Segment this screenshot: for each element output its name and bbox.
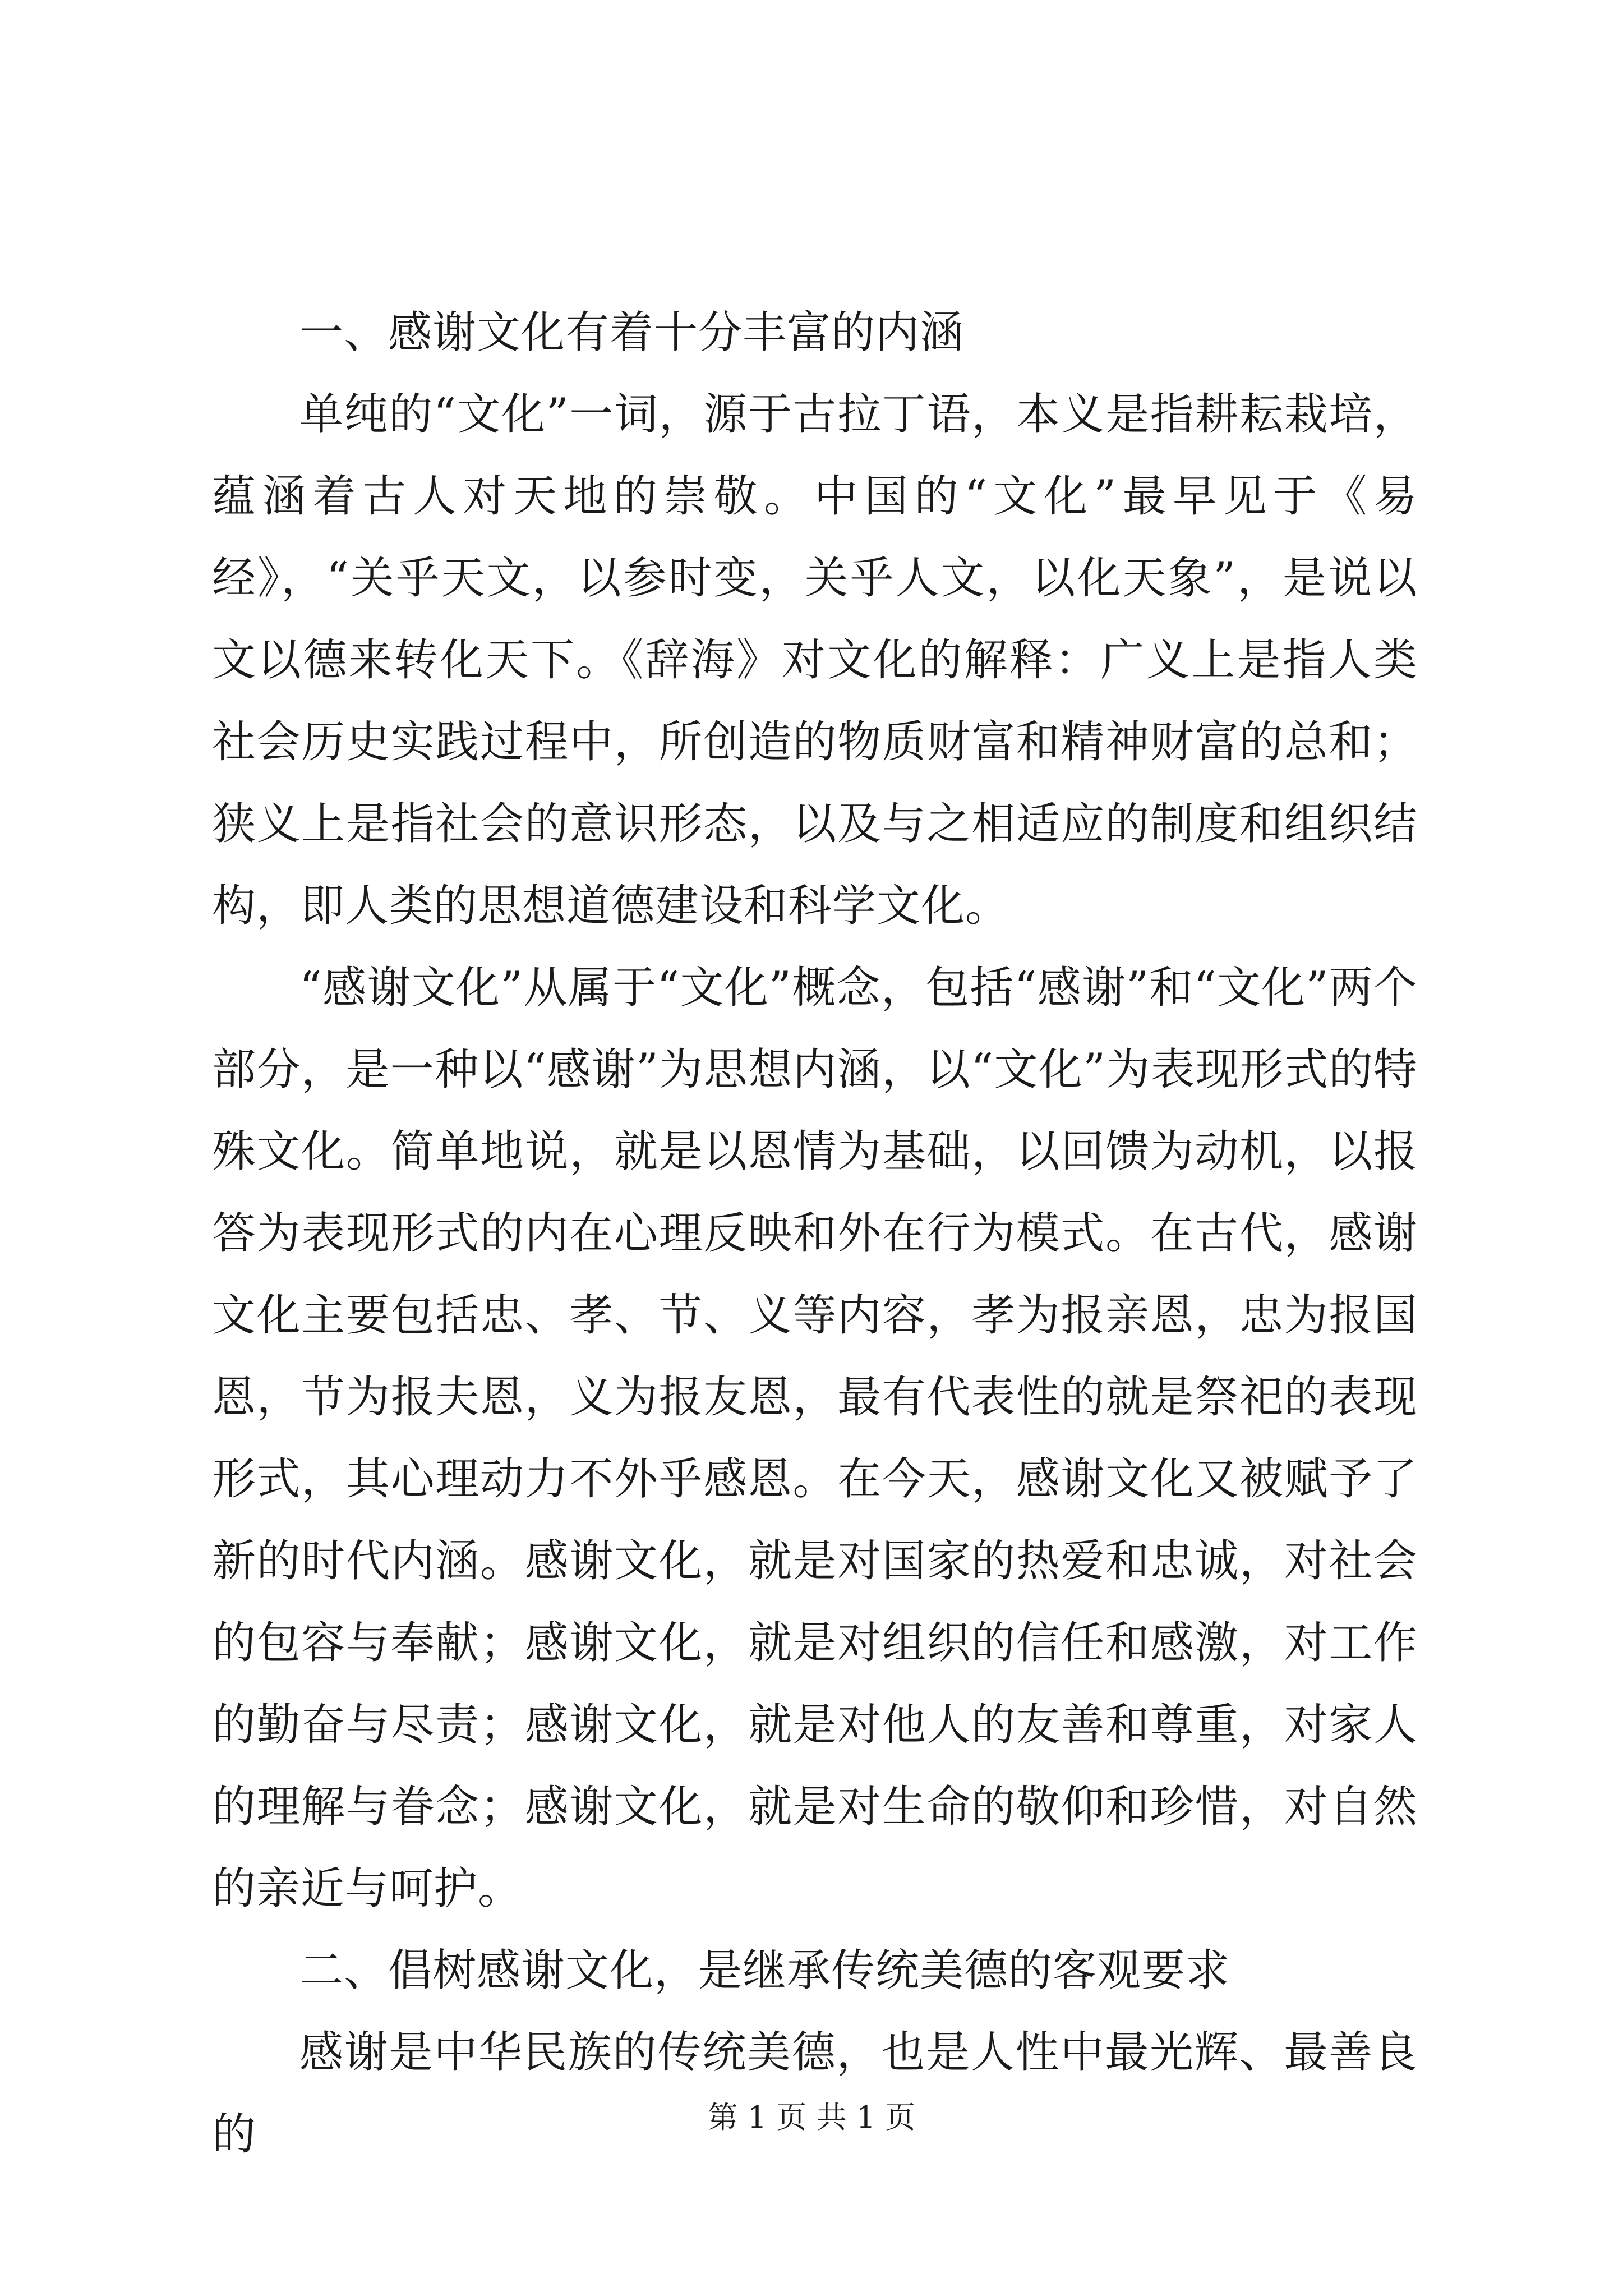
paragraph-3: 感谢是中华民族的传统美德，也是人性中最光辉、最善良的 xyxy=(212,2027,1418,2160)
section-heading-2: 二、倡树感谢文化，是继承传统美德的客观要求 xyxy=(299,1945,1230,1996)
paragraph-1: 单纯的“文化”一词，源于古拉丁语，本义是指耕耘栽培，蕴涵着古人对天地的崇敬。中国的“文化”最早见于《易经》，“关乎天文，以参时变，关乎人文，以化天象”，是说以文以德来转化天下。《辞海》对文化的解释：广义上是指人类社会历史实践过程中，所创造的物质财富和精神财富的总和；狭义上是指社会的意识形态，以及与之相适应的制度和组织结构，即人类的思想道德建设和科学文化。 xyxy=(212,389,1418,931)
paragraph-2: “感谢文化”从属于“文化”概念，包括“感谢”和“文化”两个部分，是一种以“感谢”为思想内涵，以“文化”为表现形式的特殊文化。简单地说，就是以恩情为基础，以回馈为动机，以报答为表现形式的内在心理反映和外在行为模式。在古代，感谢文化主要包括忠、孝、节、义等内容，孝为报亲恩，忠为报国恩，节为报夫恩，义为报友恩，最有代表性的就是祭祀的表现形式，其心理动力不外乎感恩。在今天，感谢文化又被赋予了新的时代内涵。感谢文化，就是对国家的热爱和忠诚，对社会的包容与奉献；感谢文化，就是对组织的信任和感激，对工作的勤奋与尽责；感谢文化，就是对他人的友善和尊重，对家人的理解与眷念；感谢文化，就是对生命的敬仰和珍惜，对自然的亲近与呵护。 xyxy=(212,963,1418,1914)
section-heading-1: 一、感谢文化有着十分丰富的内涵 xyxy=(299,307,965,358)
page-footer: 第 1 页 共 1 页 xyxy=(707,2100,916,2135)
document-body xyxy=(212,292,1418,2175)
